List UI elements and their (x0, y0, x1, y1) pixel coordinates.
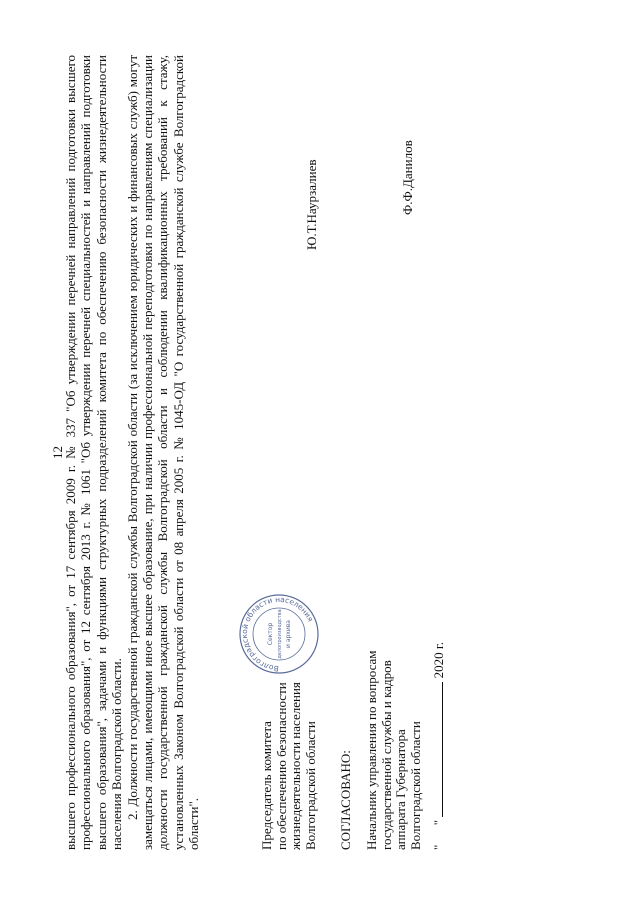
signatory-2-line: Волгоградской области (407, 721, 423, 850)
signatory-2-name: Ф.Ф.Данилов (400, 140, 415, 215)
signatory-1-line: Волгоградской области (302, 721, 318, 850)
signatory-2-line: государственной службы и кадров (378, 660, 394, 850)
signatory-2-line: Начальник управления по вопросам (364, 650, 379, 850)
date-line (430, 642, 447, 850)
date-year: 2020 г. (431, 642, 446, 679)
document-body (63, 55, 202, 850)
signatory-1-line: по обеспечению безопасности (273, 682, 289, 850)
signatory-2-line: аппарата Губернатора (393, 729, 408, 850)
date-close-quote: " (431, 819, 446, 826)
signatory-1-title (260, 682, 318, 850)
date-open-quote: " (431, 844, 446, 850)
svg-text:и архива: и архива (285, 620, 292, 648)
paragraph-2: 2. Должности государственной гражданской службы Волгоградской области (за исключением юридических и финансовых служб) могут замещаться лицами, имеющими иное высшее образование, при наличии профессиональной переподготовки по направлениям специализации должности государственной гражданской службы Волгоградской области и соблюдении квалификационных требований к стажу, установленных Законом Волгоградской области от 08 апреля 2005 г. № 1045-ОД "О государственной гражданской службе Волгоградской области". (124, 55, 202, 850)
signatory-1-line: Председатель комитета (259, 721, 274, 850)
paragraph-1: высшего профессионального образования", от 17 сентября 2009 г. № 337 "Об утверждении перечней направлений подготовки высшего профессионального образования", от 12 сентября 2013 г. № 1061 "Об утверждении перечней специальностей и направлений подготовки высшего образования", задачами и функциями структурных подразделений комитета по обеспечению безопасности жизнедеятельности населения Волгоградской области. (63, 55, 125, 850)
svg-text:Волгоградской области населени: Волгоградской области населения (239, 594, 316, 674)
signatory-1-line: жизнедеятельности населения (288, 682, 303, 850)
page-number: 12 (50, 446, 65, 459)
date-blank-line (430, 682, 443, 817)
seal-stamp (238, 593, 320, 675)
svg-text:Сектор: Сектор (267, 622, 274, 646)
agreed-label: СОГЛАСОВАНО: (338, 750, 353, 850)
signatory-2-title (365, 650, 423, 850)
signatory-1-name: Ю.Т.Наурзалиев (304, 159, 319, 250)
svg-text:делопроизводства: делопроизводства (277, 609, 283, 659)
